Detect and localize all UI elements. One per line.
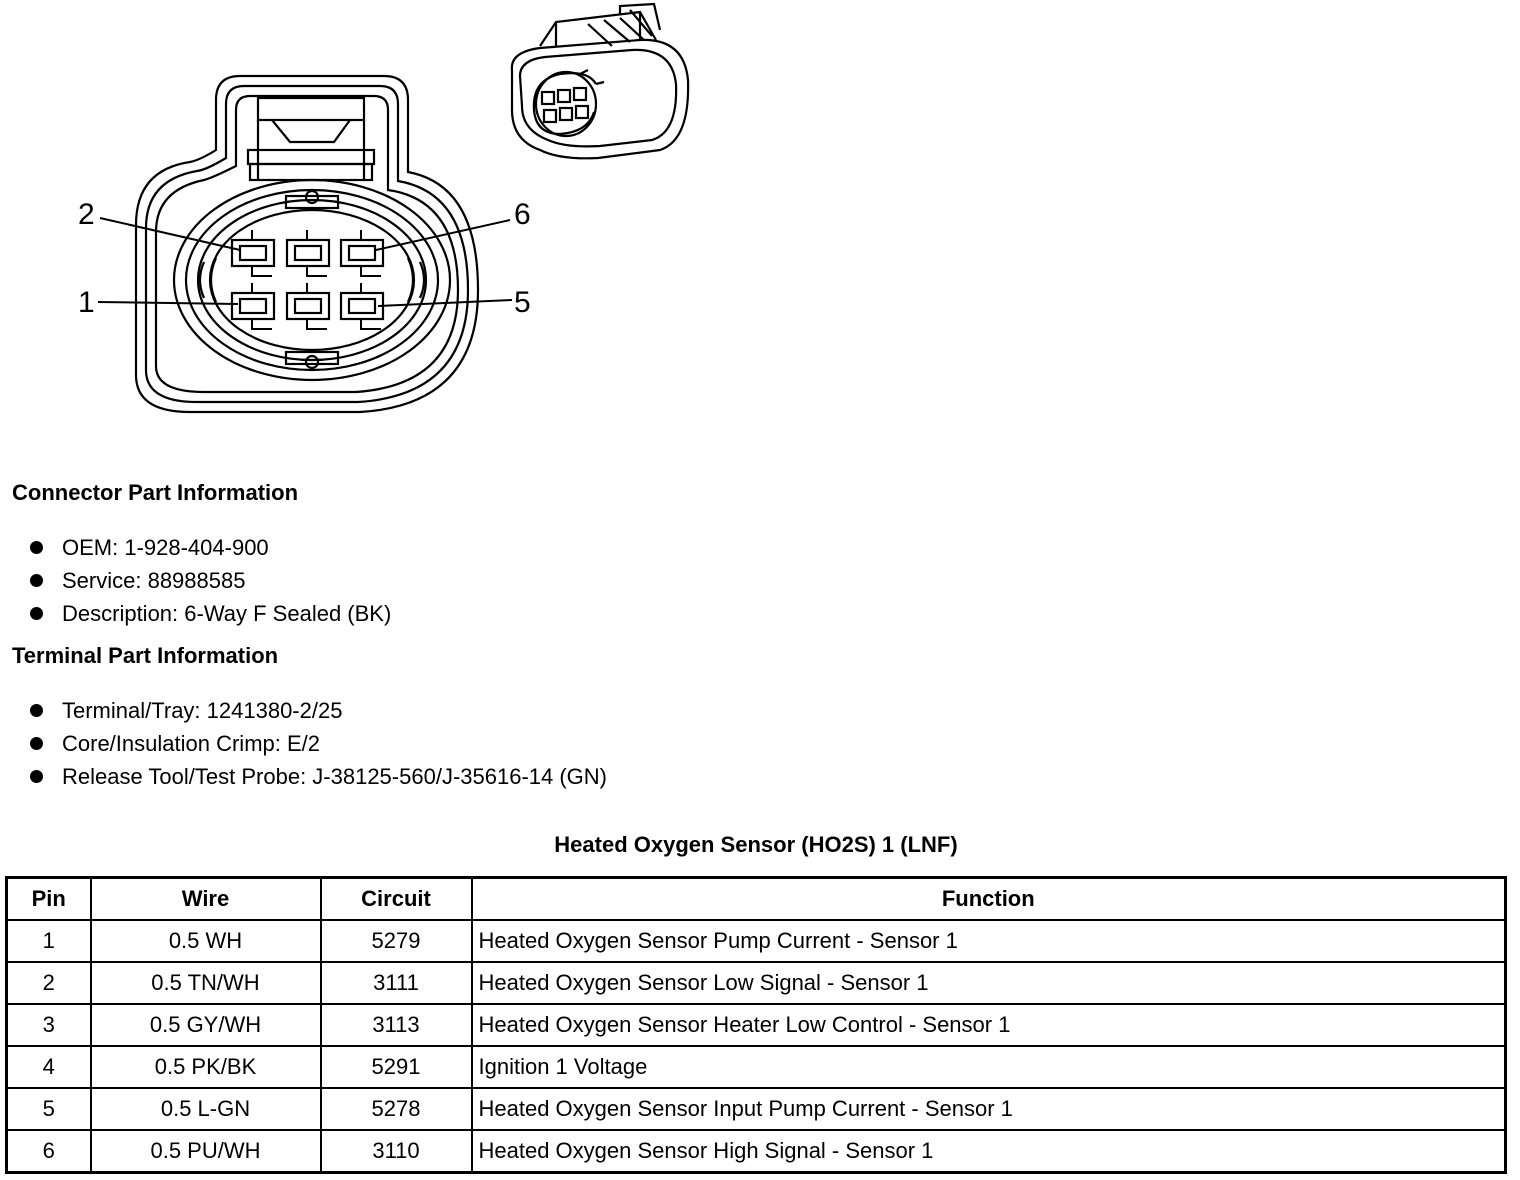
connector-service: Service: 88988585 — [62, 568, 246, 593]
pin-callout-2: 2 — [78, 198, 95, 231]
pin-callout-1: 1 — [78, 286, 95, 319]
list-item — [28, 727, 607, 760]
wire-cell: 0.5 PK/BK — [91, 1046, 321, 1088]
table-row — [7, 1046, 1506, 1088]
circuit-cell: 5291 — [321, 1046, 472, 1088]
function-cell: Heated Oxygen Sensor Pump Current - Sensor 1 — [472, 920, 1506, 962]
terminal-crimp: Core/Insulation Crimp: E/2 — [62, 731, 320, 756]
wire-cell: 0.5 WH — [91, 920, 321, 962]
connector-description: Description: 6-Way F Sealed (BK) — [62, 601, 392, 626]
list-item — [28, 564, 391, 597]
connector-info-heading: Connector Part Information — [12, 480, 299, 505]
bullet-icon — [30, 574, 43, 587]
connector-diagram — [0, 0, 720, 440]
bullet-icon — [30, 737, 43, 750]
table-row — [7, 1088, 1506, 1130]
pin-callout-5: 5 — [514, 286, 531, 319]
bullet-icon — [30, 704, 43, 717]
pin-cell: 5 — [7, 1088, 91, 1130]
terminal-info-list — [28, 694, 607, 793]
table-title: Heated Oxygen Sensor (HO2S) 1 (LNF) — [554, 832, 958, 857]
wire-cell: 0.5 TN/WH — [91, 962, 321, 1004]
wire-cell: 0.5 GY/WH — [91, 1004, 321, 1046]
table-row — [7, 962, 1506, 1004]
circuit-cell: 5279 — [321, 920, 472, 962]
terminal-release-tool: Release Tool/Test Probe: J-38125-560/J-35616-14 (GN) — [62, 764, 608, 789]
list-item — [28, 760, 607, 793]
column-header-circuit: Circuit — [321, 878, 472, 921]
function-cell: Heated Oxygen Sensor Heater Low Control - Sensor 1 — [472, 1004, 1506, 1046]
table-row — [7, 920, 1506, 962]
function-cell: Heated Oxygen Sensor Low Signal - Sensor 1 — [472, 962, 1506, 1004]
circuit-cell: 3110 — [321, 1130, 472, 1173]
wire-cell: 0.5 L-GN — [91, 1088, 321, 1130]
function-cell: Heated Oxygen Sensor High Signal - Sensor 1 — [472, 1130, 1506, 1173]
list-item — [28, 597, 391, 630]
pin-cell: 3 — [7, 1004, 91, 1046]
column-header-wire: Wire — [91, 878, 321, 921]
connector-oem: OEM: 1-928-404-900 — [62, 535, 269, 560]
pin-cell: 4 — [7, 1046, 91, 1088]
circuit-cell: 3111 — [321, 962, 472, 1004]
bullet-icon — [30, 607, 43, 620]
pin-callout-6: 6 — [514, 198, 531, 231]
table-row — [7, 1004, 1506, 1046]
connector-info-list — [28, 531, 391, 630]
list-item — [28, 531, 391, 564]
wire-cell: 0.5 PU/WH — [91, 1130, 321, 1173]
pin-cell: 1 — [7, 920, 91, 962]
pin-cell: 6 — [7, 1130, 91, 1173]
column-header-pin: Pin — [7, 878, 91, 921]
circuit-cell: 3113 — [321, 1004, 472, 1046]
function-cell: Ignition 1 Voltage — [472, 1046, 1506, 1088]
pinout-table — [5, 876, 1507, 1174]
bullet-icon — [30, 541, 43, 554]
terminal-info-heading: Terminal Part Information — [12, 643, 279, 668]
list-item — [28, 694, 607, 727]
terminal-tray: Terminal/Tray: 1241380-2/25 — [62, 698, 343, 723]
function-cell: Heated Oxygen Sensor Input Pump Current - Sensor 1 — [472, 1088, 1506, 1130]
column-header-function: Function — [472, 878, 1506, 921]
circuit-cell: 5278 — [321, 1088, 472, 1130]
bullet-icon — [30, 770, 43, 783]
table-row — [7, 1130, 1506, 1173]
table-header-row — [7, 878, 1506, 921]
connector-isometric-view — [512, 4, 688, 158]
leader-line-1 — [98, 302, 238, 304]
pin-cell: 2 — [7, 962, 91, 1004]
